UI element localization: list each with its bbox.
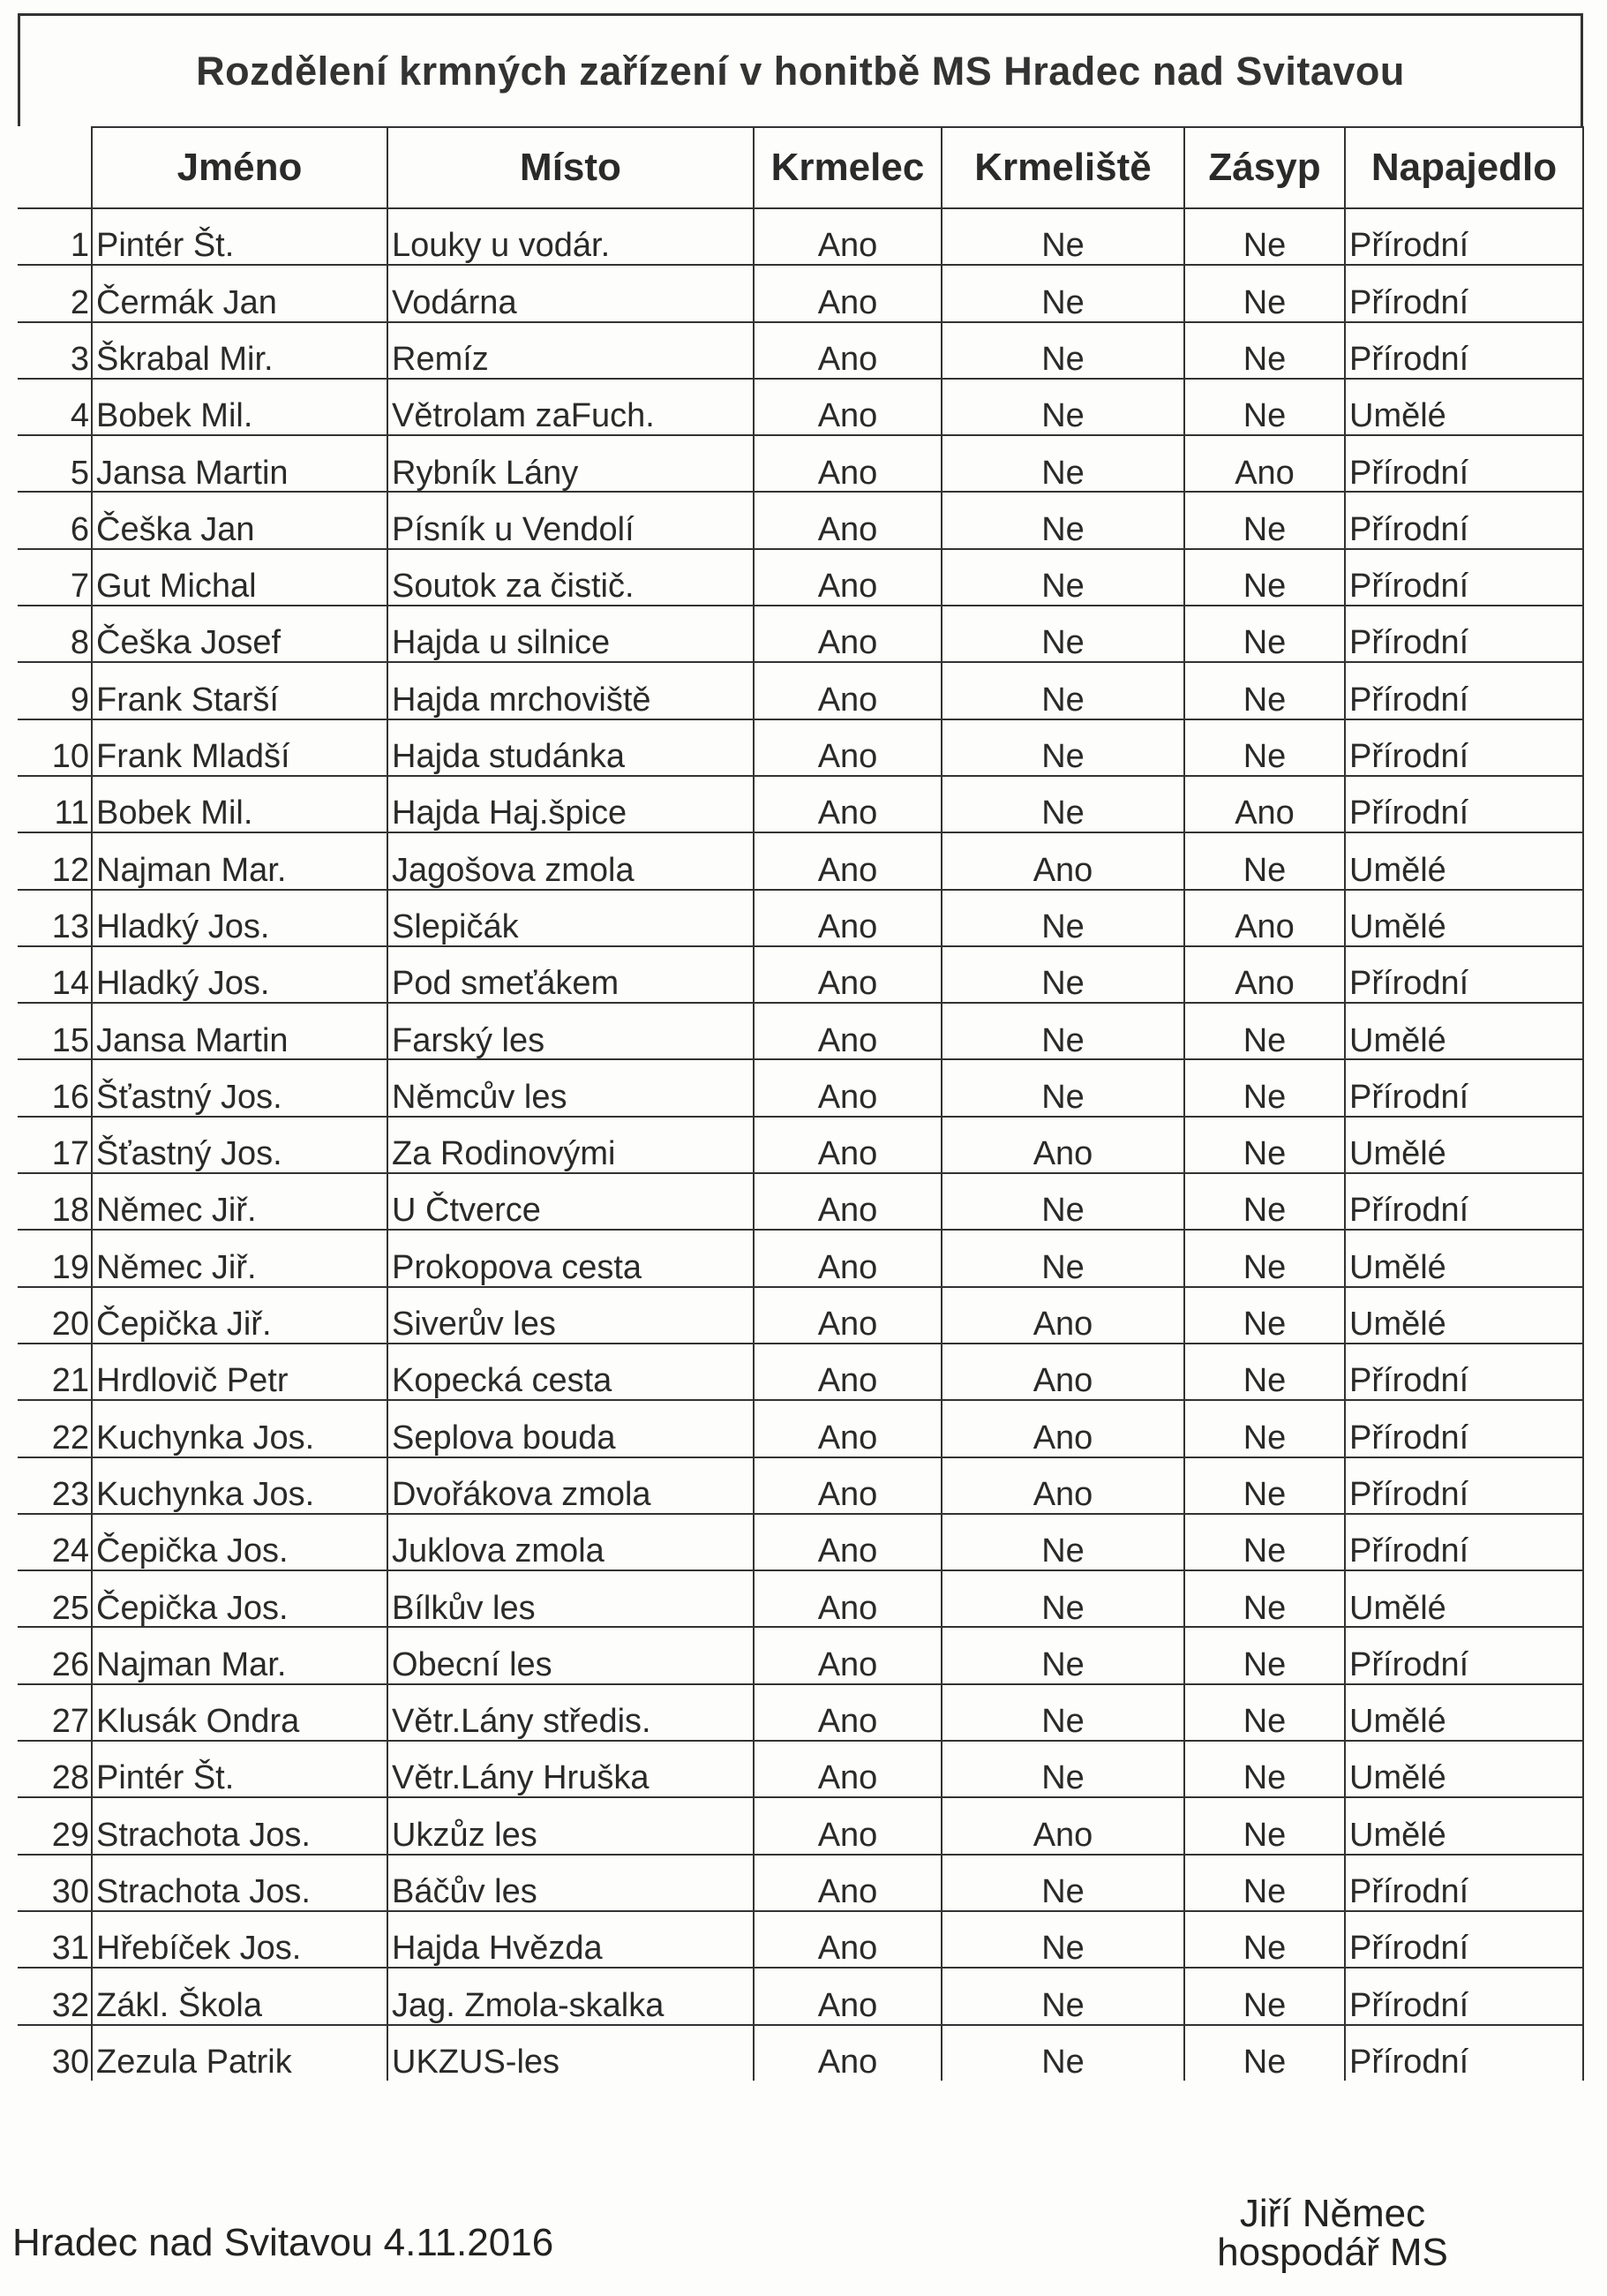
place-cell: Remíz (387, 322, 754, 379)
row-number: 25 (18, 1570, 92, 1627)
krmelec-cell: Ano (754, 1514, 942, 1570)
krmeliste-cell: Ne (942, 1684, 1184, 1741)
napajedlo-cell: Přírodní (1345, 435, 1583, 492)
krmeliste-cell: Ano (942, 1344, 1184, 1400)
name-cell: Frank Mladší (92, 719, 387, 776)
table-row (18, 1797, 1583, 1854)
row-number: 4 (18, 379, 92, 435)
table-row (18, 1968, 1583, 2024)
name-cell: Hladký Jos. (92, 946, 387, 1003)
table-row (18, 719, 1583, 776)
document-title: Rozdělení krmných zařízení v honitbě MS Hradec nad Svitavou (196, 48, 1405, 94)
table-row (18, 1457, 1583, 1514)
place-cell: Hajda Haj.špice (387, 776, 754, 832)
place-cell: Slepičák (387, 890, 754, 946)
krmeliste-cell: Ne (942, 549, 1184, 606)
zasyp-cell: Ne (1184, 2025, 1345, 2081)
krmeliste-cell: Ne (942, 1627, 1184, 1683)
krmeliste-cell: Ne (942, 776, 1184, 832)
krmelec-cell: Ano (754, 662, 942, 719)
napajedlo-cell: Umělé (1345, 1570, 1583, 1627)
zasyp-cell: Ne (1184, 1117, 1345, 1173)
zasyp-cell: Ne (1184, 1344, 1345, 1400)
row-number: 24 (18, 1514, 92, 1570)
napajedlo-cell: Přírodní (1345, 662, 1583, 719)
napajedlo-cell: Přírodní (1345, 1911, 1583, 1968)
krmeliste-cell: Ne (942, 322, 1184, 379)
row-number: 6 (18, 492, 92, 548)
krmeliste-cell: Ne (942, 719, 1184, 776)
krmeliste-cell: Ano (942, 1400, 1184, 1457)
napajedlo-cell: Přírodní (1345, 719, 1583, 776)
krmelec-cell: Ano (754, 1684, 942, 1741)
row-number: 18 (18, 1173, 92, 1230)
row-number: 29 (18, 1797, 92, 1854)
napajedlo-cell: Umělé (1345, 832, 1583, 889)
row-number: 13 (18, 890, 92, 946)
napajedlo-cell: Přírodní (1345, 606, 1583, 662)
krmelec-cell: Ano (754, 549, 942, 606)
krmelec-cell: Ano (754, 1400, 942, 1457)
napajedlo-cell: Přírodní (1345, 1400, 1583, 1457)
table-row (18, 379, 1583, 435)
place-cell: U Čtverce (387, 1173, 754, 1230)
row-number: 28 (18, 1741, 92, 1797)
table-row (18, 662, 1583, 719)
row-number: 1 (18, 208, 92, 265)
krmelec-cell: Ano (754, 606, 942, 662)
row-number: 21 (18, 1344, 92, 1400)
title-row (18, 13, 1583, 126)
place-cell: Větrolam zaFuch. (387, 379, 754, 435)
napajedlo-cell: Umělé (1345, 1117, 1583, 1173)
table-row (18, 1400, 1583, 1457)
name-cell: Najman Mar. (92, 832, 387, 889)
table-row (18, 1855, 1583, 1911)
zasyp-cell: Ne (1184, 208, 1345, 265)
krmelec-cell: Ano (754, 2025, 942, 2081)
krmelec-cell: Ano (754, 1230, 942, 1286)
zasyp-cell: Ne (1184, 492, 1345, 548)
krmelec-cell: Ano (754, 1344, 942, 1400)
row-number: 22 (18, 1400, 92, 1457)
row-number: 8 (18, 606, 92, 662)
column-header-number (18, 127, 92, 208)
zasyp-cell: Ne (1184, 719, 1345, 776)
napajedlo-cell: Přírodní (1345, 265, 1583, 321)
row-number: 14 (18, 946, 92, 1003)
row-number: 30 (18, 2025, 92, 2081)
place-cell: Němcův les (387, 1059, 754, 1116)
krmeliste-cell: Ne (942, 606, 1184, 662)
place-cell: Větr.Lány středis. (387, 1684, 754, 1741)
zasyp-cell: Ne (1184, 1741, 1345, 1797)
table-row (18, 265, 1583, 321)
place-cell: UKZUS-les (387, 2025, 754, 2081)
place-cell: Hajda mrchoviště (387, 662, 754, 719)
table-row (18, 549, 1583, 606)
row-number: 32 (18, 1968, 92, 2024)
zasyp-cell: Ne (1184, 322, 1345, 379)
place-cell: Hajda Hvězda (387, 1911, 754, 1968)
name-cell: Klusák Ondra (92, 1684, 387, 1741)
place-cell: Prokopova cesta (387, 1230, 754, 1286)
table-row (18, 1684, 1583, 1741)
table-row (18, 1514, 1583, 1570)
krmeliste-cell: Ano (942, 1797, 1184, 1854)
signature-name: Jiří Němec (1239, 2192, 1426, 2235)
napajedlo-cell: Přírodní (1345, 1968, 1583, 2024)
zasyp-cell: Ne (1184, 1003, 1345, 1059)
place-cell: Ukzůz les (387, 1797, 754, 1854)
name-cell: Hrdlovič Petr (92, 1344, 387, 1400)
table-row (18, 946, 1583, 1003)
place-cell: Dvořákova zmola (387, 1457, 754, 1514)
napajedlo-cell: Přírodní (1345, 1514, 1583, 1570)
table-row (18, 1230, 1583, 1286)
krmelec-cell: Ano (754, 946, 942, 1003)
table-row (18, 435, 1583, 492)
napajedlo-cell: Umělé (1345, 379, 1583, 435)
zasyp-cell: Ne (1184, 1457, 1345, 1514)
place-cell: Rybník Lány (387, 435, 754, 492)
krmelec-cell: Ano (754, 1059, 942, 1116)
napajedlo-cell: Umělé (1345, 1741, 1583, 1797)
name-cell: Najman Mar. (92, 1627, 387, 1683)
krmeliste-cell: Ne (942, 265, 1184, 321)
krmeliste-cell: Ne (942, 1968, 1184, 2024)
zasyp-cell: Ne (1184, 1797, 1345, 1854)
header-row (18, 127, 1583, 208)
table-row (18, 492, 1583, 548)
krmelec-cell: Ano (754, 1741, 942, 1797)
name-cell: Jansa Martin (92, 1003, 387, 1059)
zasyp-cell: Ne (1184, 379, 1345, 435)
krmeliste-cell: Ne (942, 890, 1184, 946)
krmelec-cell: Ano (754, 379, 942, 435)
zasyp-cell: Ne (1184, 265, 1345, 321)
name-cell: Čepička Jos. (92, 1570, 387, 1627)
table-row (18, 606, 1583, 662)
napajedlo-cell: Přírodní (1345, 946, 1583, 1003)
zasyp-cell: Ano (1184, 776, 1345, 832)
krmeliste-cell: Ano (942, 1117, 1184, 1173)
krmelec-cell: Ano (754, 208, 942, 265)
napajedlo-cell: Umělé (1345, 1684, 1583, 1741)
place-cell: Jagošova zmola (387, 832, 754, 889)
column-header-name: Jméno (92, 127, 387, 208)
column-header-krmelec: Krmelec (754, 127, 942, 208)
place-cell: Bílkův les (387, 1570, 754, 1627)
place-cell: Farský les (387, 1003, 754, 1059)
zasyp-cell: Ano (1184, 946, 1345, 1003)
table-row (18, 208, 1583, 265)
krmeliste-cell: Ano (942, 1457, 1184, 1514)
name-cell: Němec Jiř. (92, 1230, 387, 1286)
zasyp-cell: Ne (1184, 1968, 1345, 2024)
napajedlo-cell: Přírodní (1345, 1173, 1583, 1230)
row-number: 26 (18, 1627, 92, 1683)
place-cell: Pod smeťákem (387, 946, 754, 1003)
table-row (18, 1911, 1583, 1968)
name-cell: Kuchynka Jos. (92, 1457, 387, 1514)
row-number: 30 (18, 1855, 92, 1911)
zasyp-cell: Ne (1184, 1173, 1345, 1230)
column-header-zasyp: Zásyp (1184, 127, 1345, 208)
krmeliste-cell: Ne (942, 1741, 1184, 1797)
place-cell: Jag. Zmola-skalka (387, 1968, 754, 2024)
napajedlo-cell: Přírodní (1345, 1855, 1583, 1911)
row-number: 9 (18, 662, 92, 719)
table-row (18, 1059, 1583, 1116)
place-cell: Seplova bouda (387, 1400, 754, 1457)
napajedlo-cell: Umělé (1345, 1003, 1583, 1059)
zasyp-cell: Ne (1184, 1911, 1345, 1968)
table-row (18, 832, 1583, 889)
name-cell: Češka Jan (92, 492, 387, 548)
krmeliste-cell: Ne (942, 492, 1184, 548)
row-number: 27 (18, 1684, 92, 1741)
zasyp-cell: Ne (1184, 1627, 1345, 1683)
table-row (18, 890, 1583, 946)
napajedlo-cell: Přírodní (1345, 776, 1583, 832)
napajedlo-cell: Umělé (1345, 1287, 1583, 1344)
table-row (18, 322, 1583, 379)
napajedlo-cell: Přírodní (1345, 492, 1583, 548)
place-cell: Hajda studánka (387, 719, 754, 776)
name-cell: Šťastný Jos. (92, 1117, 387, 1173)
name-cell: Pintér Št. (92, 208, 387, 265)
zasyp-cell: Ne (1184, 1059, 1345, 1116)
name-cell: Bobek Mil. (92, 379, 387, 435)
krmeliste-cell: Ne (942, 1911, 1184, 1968)
signature-block (1183, 2194, 1483, 2272)
krmeliste-cell: Ne (942, 1173, 1184, 1230)
zasyp-cell: Ne (1184, 1855, 1345, 1911)
krmelec-cell: Ano (754, 1117, 942, 1173)
zasyp-cell: Ne (1184, 1400, 1345, 1457)
column-header-place: Místo (387, 127, 754, 208)
name-cell: Čepička Jiř. (92, 1287, 387, 1344)
place-cell: Siverův les (387, 1287, 754, 1344)
krmeliste-cell: Ne (942, 1514, 1184, 1570)
row-number: 7 (18, 549, 92, 606)
krmelec-cell: Ano (754, 1968, 942, 2024)
krmelec-cell: Ano (754, 1173, 942, 1230)
name-cell: Zezula Patrik (92, 2025, 387, 2081)
krmeliste-cell: Ne (942, 1003, 1184, 1059)
name-cell: Češka Josef (92, 606, 387, 662)
place-cell: Soutok za čistič. (387, 549, 754, 606)
name-cell: Zákl. Škola (92, 1968, 387, 2024)
row-number: 16 (18, 1059, 92, 1116)
row-number: 12 (18, 832, 92, 889)
zasyp-cell: Ne (1184, 832, 1345, 889)
krmeliste-cell: Ne (942, 379, 1184, 435)
zasyp-cell: Ne (1184, 549, 1345, 606)
table-body (18, 208, 1583, 2081)
zasyp-cell: Ne (1184, 606, 1345, 662)
krmeliste-cell: Ne (942, 1855, 1184, 1911)
name-cell: Frank Starší (92, 662, 387, 719)
krmeliste-cell: Ano (942, 832, 1184, 889)
krmeliste-cell: Ne (942, 662, 1184, 719)
zasyp-cell: Ne (1184, 1514, 1345, 1570)
napajedlo-cell: Umělé (1345, 1230, 1583, 1286)
krmelec-cell: Ano (754, 435, 942, 492)
row-number: 3 (18, 322, 92, 379)
zasyp-cell: Ne (1184, 662, 1345, 719)
krmeliste-cell: Ne (942, 208, 1184, 265)
zasyp-cell: Ano (1184, 890, 1345, 946)
row-number: 31 (18, 1911, 92, 1968)
name-cell: Čermák Jan (92, 265, 387, 321)
krmeliste-cell: Ne (942, 1230, 1184, 1286)
table-row (18, 1570, 1583, 1627)
row-number: 11 (18, 776, 92, 832)
krmeliste-cell: Ne (942, 1059, 1184, 1116)
row-number: 19 (18, 1230, 92, 1286)
napajedlo-cell: Přírodní (1345, 322, 1583, 379)
place-cell: Větr.Lány Hruška (387, 1741, 754, 1797)
krmeliste-cell: Ne (942, 946, 1184, 1003)
napajedlo-cell: Přírodní (1345, 1059, 1583, 1116)
row-number: 23 (18, 1457, 92, 1514)
name-cell: Gut Michal (92, 549, 387, 606)
name-cell: Jansa Martin (92, 435, 387, 492)
table-row (18, 2025, 1583, 2081)
napajedlo-cell: Umělé (1345, 1797, 1583, 1854)
place-cell: Louky u vodár. (387, 208, 754, 265)
krmelec-cell: Ano (754, 1911, 942, 1968)
napajedlo-cell: Přírodní (1345, 2025, 1583, 2081)
krmelec-cell: Ano (754, 1287, 942, 1344)
table-row (18, 1287, 1583, 1344)
krmeliste-cell: Ne (942, 1570, 1184, 1627)
krmelec-cell: Ano (754, 1003, 942, 1059)
row-number: 17 (18, 1117, 92, 1173)
krmelec-cell: Ano (754, 1457, 942, 1514)
krmelec-cell: Ano (754, 776, 942, 832)
krmelec-cell: Ano (754, 1797, 942, 1854)
zasyp-cell: Ne (1184, 1684, 1345, 1741)
krmeliste-cell: Ano (942, 1287, 1184, 1344)
krmelec-cell: Ano (754, 322, 942, 379)
name-cell: Hladký Jos. (92, 890, 387, 946)
table-row (18, 1344, 1583, 1400)
krmelec-cell: Ano (754, 832, 942, 889)
place-cell: Za Rodinovými (387, 1117, 754, 1173)
krmelec-cell: Ano (754, 719, 942, 776)
name-cell: Šťastný Jos. (92, 1059, 387, 1116)
table-row (18, 776, 1583, 832)
napajedlo-cell: Přírodní (1345, 1344, 1583, 1400)
name-cell: Strachota Jos. (92, 1855, 387, 1911)
table-row (18, 1117, 1583, 1173)
napajedlo-cell: Přírodní (1345, 208, 1583, 265)
row-number: 5 (18, 435, 92, 492)
zasyp-cell: Ne (1184, 1230, 1345, 1286)
napajedlo-cell: Umělé (1345, 890, 1583, 946)
place-cell: Juklova zmola (387, 1514, 754, 1570)
zasyp-cell: Ano (1184, 435, 1345, 492)
zasyp-cell: Ne (1184, 1287, 1345, 1344)
column-header-krmeliste: Krmeliště (942, 127, 1184, 208)
napajedlo-cell: Přírodní (1345, 1627, 1583, 1683)
place-date: Hradec nad Svitavou 4.11.2016 (12, 2221, 554, 2264)
place-cell: Kopecká cesta (387, 1344, 754, 1400)
row-number: 15 (18, 1003, 92, 1059)
zasyp-cell: Ne (1184, 1570, 1345, 1627)
napajedlo-cell: Přírodní (1345, 1457, 1583, 1514)
name-cell: Němec Jiř. (92, 1173, 387, 1230)
place-cell: Báčův les (387, 1855, 754, 1911)
column-header-napajedlo: Napajedlo (1345, 127, 1583, 208)
name-cell: Kuchynka Jos. (92, 1400, 387, 1457)
name-cell: Pintér Št. (92, 1741, 387, 1797)
krmelec-cell: Ano (754, 492, 942, 548)
krmelec-cell: Ano (754, 1627, 942, 1683)
row-number: 2 (18, 265, 92, 321)
name-cell: Škrabal Mir. (92, 322, 387, 379)
place-cell: Obecní les (387, 1627, 754, 1683)
place-cell: Písník u Vendolí (387, 492, 754, 548)
name-cell: Bobek Mil. (92, 776, 387, 832)
krmelec-cell: Ano (754, 1570, 942, 1627)
name-cell: Čepička Jos. (92, 1514, 387, 1570)
table-row (18, 1003, 1583, 1059)
krmeliste-cell: Ne (942, 435, 1184, 492)
place-cell: Vodárna (387, 265, 754, 321)
krmelec-cell: Ano (754, 890, 942, 946)
krmeliste-cell: Ne (942, 2025, 1184, 2081)
row-number: 10 (18, 719, 92, 776)
table-row (18, 1741, 1583, 1797)
place-cell: Hajda u silnice (387, 606, 754, 662)
signature-role: hospodář MS (1217, 2231, 1448, 2274)
name-cell: Strachota Jos. (92, 1797, 387, 1854)
name-cell: Hřebíček Jos. (92, 1911, 387, 1968)
row-number: 20 (18, 1287, 92, 1344)
krmelec-cell: Ano (754, 265, 942, 321)
table-row (18, 1627, 1583, 1683)
napajedlo-cell: Přírodní (1345, 549, 1583, 606)
table-row (18, 1173, 1583, 1230)
allocation-table (18, 126, 1584, 2081)
krmelec-cell: Ano (754, 1855, 942, 1911)
